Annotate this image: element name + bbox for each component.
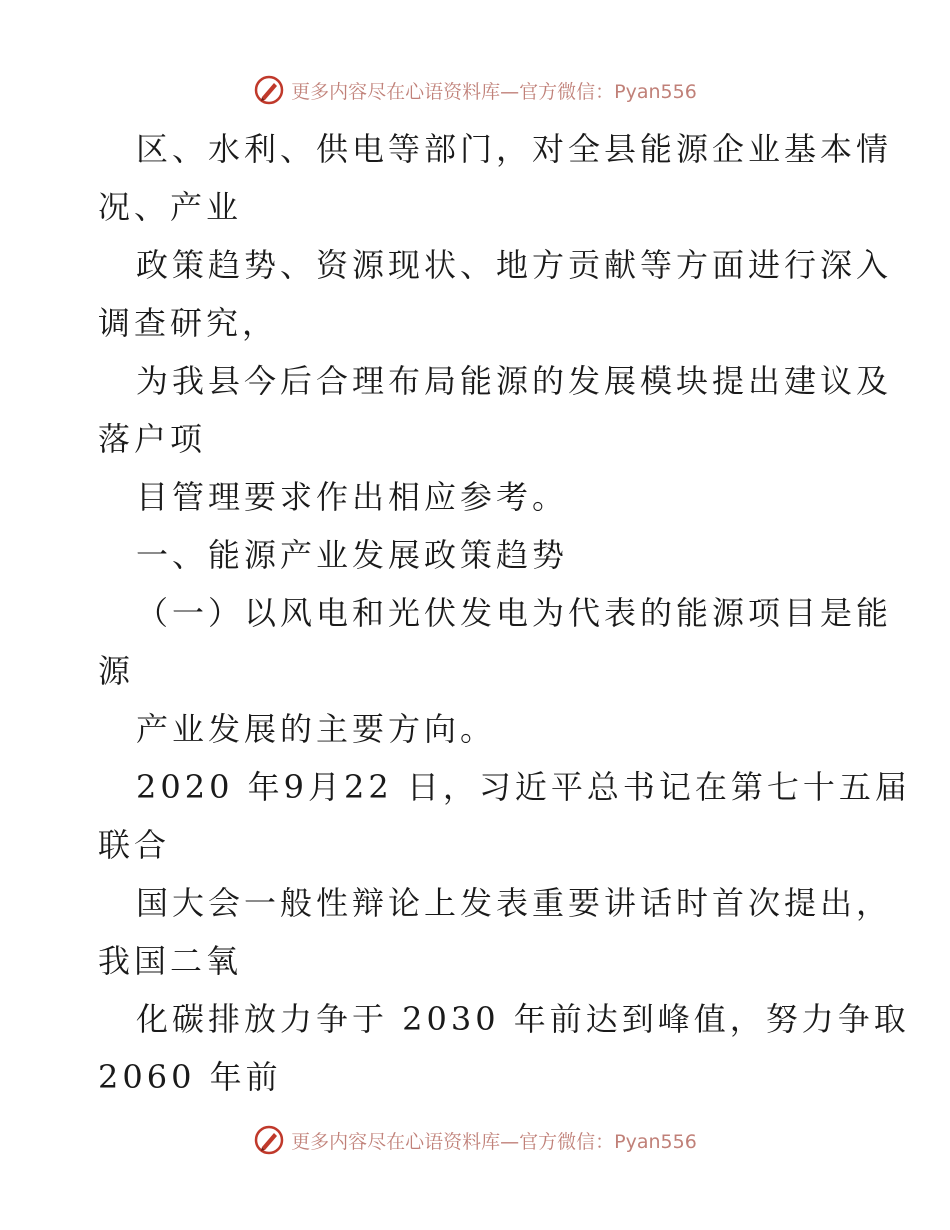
pen-logo-icon [253, 74, 285, 106]
paragraph [98, 468, 858, 526]
paragraph-continuation: 况、产业 [98, 188, 243, 226]
paragraph-first-line: 产业发展的主要方向。 [136, 710, 497, 748]
paragraph [98, 584, 893, 700]
paragraph-first-line: 2020 年9月22 日，习近平总书记在第七十五届 [136, 768, 911, 806]
header-watermark-text: 更多内容尽在心语资料库—官方微信：Pyan556 [291, 80, 697, 103]
section-heading-text: 一、能源产业发展政策趋势 [136, 536, 569, 574]
paragraph-continuation: 源 [98, 652, 135, 690]
paragraph [98, 874, 893, 990]
paragraph [98, 352, 893, 468]
paragraph-continuation: 2060 年前 [98, 1058, 282, 1096]
paragraph [98, 236, 893, 352]
footer-watermark-banner [0, 1120, 950, 1160]
paragraph-continuation: 落户项 [98, 420, 207, 458]
paragraph [98, 700, 858, 758]
paragraph-first-line: （一）以风电和光伏发电为代表的能源项目是能 [136, 594, 893, 632]
paragraph-first-line: 国大会一般性辩论上发表重要讲话时首次提出， [136, 884, 893, 922]
paragraph-continuation: 我国二氧 [98, 942, 243, 980]
paragraph [98, 120, 893, 236]
paragraph [98, 990, 910, 1106]
paragraph-first-line: 化碳排放力争于 2030 年前达到峰值，努力争取 [136, 1000, 910, 1038]
paragraph-first-line: 政策趋势、资源现状、地方贡献等方面进行深入 [136, 246, 893, 284]
paragraph-continuation: 调查研究， [98, 304, 279, 342]
document-body [98, 120, 911, 1106]
paragraph-continuation: 联合 [98, 826, 171, 864]
section-heading [98, 526, 858, 584]
paragraph-first-line: 目管理要求作出相应参考。 [136, 478, 569, 516]
paragraph-first-line: 为我县今后合理布局能源的发展模块提出建议及 [136, 362, 893, 400]
header-watermark-banner [0, 70, 950, 110]
paragraph-first-line: 区、水利、供电等部门，对全县能源企业基本情 [136, 130, 893, 168]
paragraph [98, 758, 911, 874]
pen-logo-icon [253, 1124, 285, 1156]
footer-watermark-text: 更多内容尽在心语资料库—官方微信：Pyan556 [291, 1130, 697, 1153]
